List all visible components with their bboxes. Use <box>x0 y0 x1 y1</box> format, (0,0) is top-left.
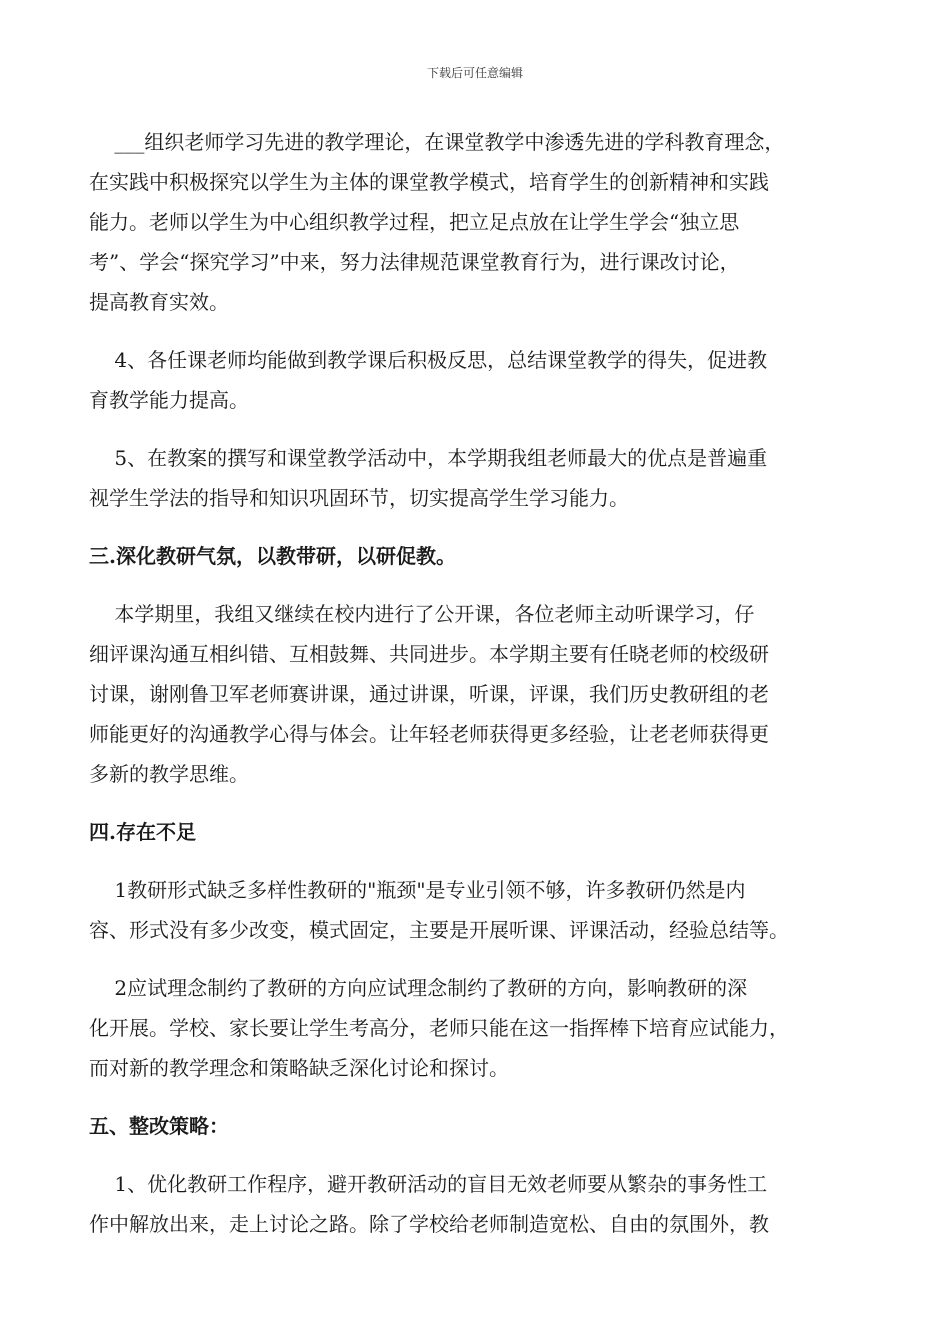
paragraph-line: 2应试理念制约了教研的方向应试理念制约了教研的方向，影响教研的深 <box>89 976 748 1000</box>
paragraph <box>89 870 865 950</box>
section-heading: 五、整改策略： <box>89 1114 229 1138</box>
page-header: 下载后可任意编辑 <box>426 66 523 80</box>
paragraph-line: 细评课沟通互相纠错、互相鼓舞、共同进步。本学期主要有任晓老师的校级研 <box>89 642 769 666</box>
paragraph <box>89 968 865 1088</box>
paragraph-line: 化开展。学校、家长要让学生考高分，老师只能在这一指挥棒下培育应试能力， <box>89 1016 789 1040</box>
paragraph-line: 本学期里，我组又继续在校内进行了公开课，各位老师主动听课学习，仔 <box>89 602 755 626</box>
paragraph-line: 考”、学会“探究学习”中来，努力法律规范课堂教育行为，进行课改讨论， <box>89 250 740 274</box>
section-heading: 三.深化教研气氛，以教带研，以研促教。 <box>89 544 456 568</box>
section-heading: 四.存在不足 <box>89 820 196 844</box>
paragraph-line: 提高教育实效。 <box>89 290 229 314</box>
paragraph-line: 育教学能力提高。 <box>89 388 249 412</box>
paragraph <box>89 340 865 420</box>
paragraph <box>89 1164 865 1244</box>
paragraph <box>89 438 865 518</box>
paragraph-line: 能力。老师以学生为中心组织教学过程，把立足点放在让学生学会“独立思 <box>89 210 740 234</box>
paragraph-line: 多新的教学思维。 <box>89 762 249 786</box>
paragraph <box>89 594 865 794</box>
paragraph-line: 师能更好的沟通教学心得与体会。让年轻老师获得更多经验，让老老师获得更 <box>89 722 769 746</box>
paragraph-line: 容、形式没有多少改变，模式固定，主要是开展听课、评课活动，经验总结等。 <box>89 918 789 942</box>
paragraph <box>89 122 865 322</box>
paragraph-line: 视学生学法的指导和知识巩固环节，切实提高学生学习能力。 <box>89 486 629 510</box>
paragraph-line: 5、在教案的撰写和课堂教学活动中，本学期我组老师最大的优点是普遍重 <box>89 446 768 470</box>
paragraph-line: ___组织老师学习先进的教学理论，在课堂教学中渗透先进的学科教育理念， <box>89 130 785 154</box>
paragraph-line: 在实践中积极探究以学生为主体的课堂教学模式，培育学生的创新精神和实践 <box>89 170 769 194</box>
paragraph-line: 1、优化教研工作程序，避开教研活动的盲目无效老师要从繁杂的事务性工 <box>89 1172 768 1196</box>
paragraph-line: 而对新的教学理念和策略缺乏深化讨论和探讨。 <box>89 1056 509 1080</box>
paragraph-line: 讨课，谢刚鲁卫军老师赛讲课，通过讲课，听课，评课，我们历史教研组的老 <box>89 682 769 706</box>
paragraph-line: 1教研形式缺乏多样性教研的"瓶颈"是专业引领不够，许多教研仍然是内 <box>89 878 746 902</box>
paragraph-line: 4、各任课老师均能做到教学课后积极反思，总结课堂教学的得失，促进教 <box>89 348 768 372</box>
paragraph-line: 作中解放出来，走上讨论之路。除了学校给老师制造宽松、自由的氛围外，教 <box>89 1212 769 1236</box>
document-body <box>89 122 865 1262</box>
